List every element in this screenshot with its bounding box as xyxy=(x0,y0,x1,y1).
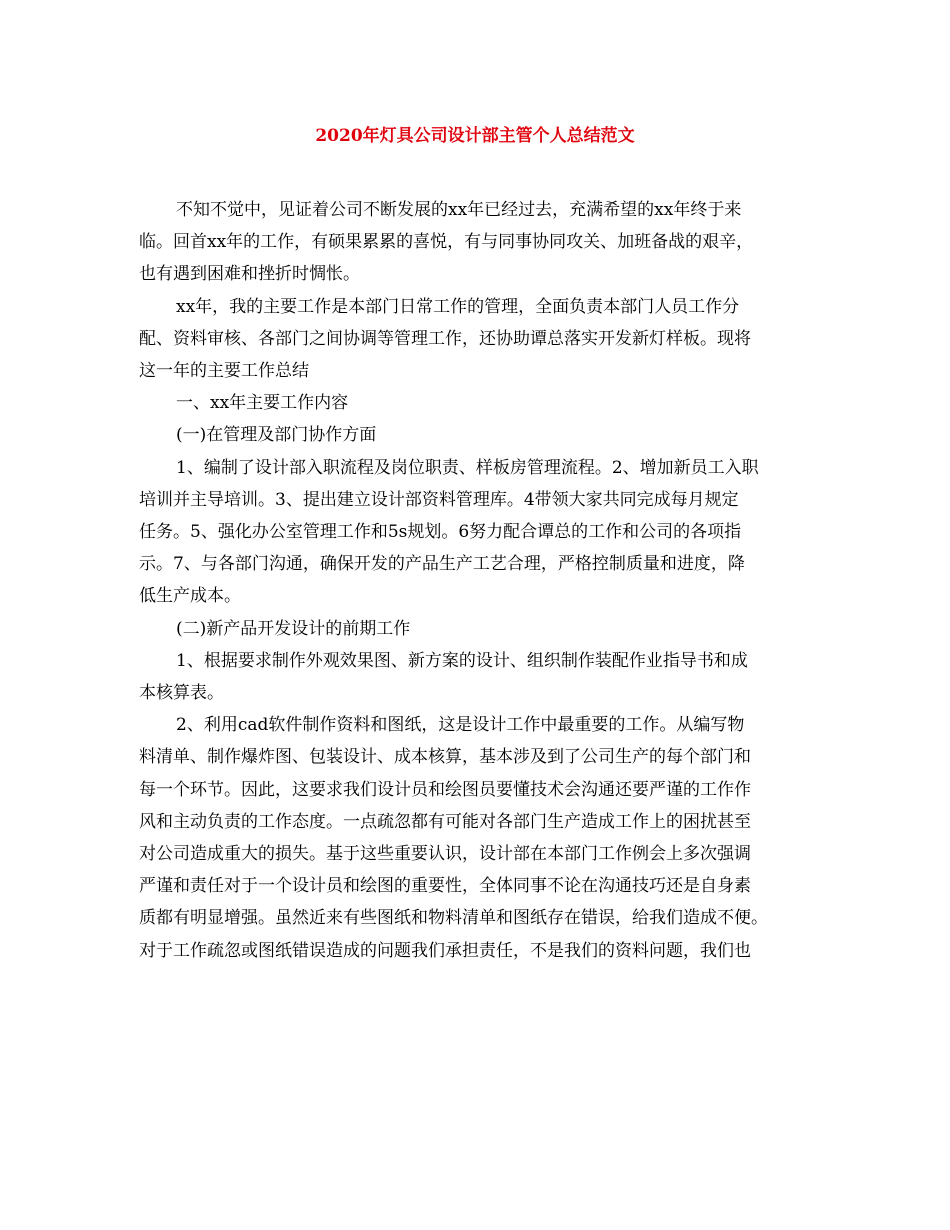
paragraph-line: 质都有明显增强。虽然近来有些图纸和物料清单和图纸存在错误，给我们造成不便。 xyxy=(139,908,768,929)
paragraph-line: 严谨和责任对于一个设计员和绘图的重要性，全体同事不论在沟通技巧还是自身素 xyxy=(139,876,751,897)
paragraph-line: 对于工作疏忽或图纸错误造成的问题我们承担责任，不是我们的资料问题，我们也 xyxy=(139,940,751,961)
paragraph-line: xx年，我的主要工作是本部门日常工作的管理，全面负责本部门人员工作分 xyxy=(176,296,740,317)
paragraph-line: 配、资料审核、各部门之间协调等管理工作，还协助谭总落实开发新灯样板。现将 xyxy=(139,328,751,349)
paragraph-line: 不知不觉中，见证着公司不断发展的xx年已经过去，充满希望的xx年终于来 xyxy=(176,200,742,220)
document-title: 2020年灯具公司设计部主管个人总结范文 xyxy=(315,126,635,146)
paragraph-line: 一、xx年主要工作内容 xyxy=(176,393,349,414)
paragraph-line: 1、编制了设计部入职流程及岗位职责、样板房管理流程。2、增加新员工入职 xyxy=(176,457,759,478)
subsection-heading xyxy=(139,613,811,645)
paragraph-line: (二)新产品开发设计的前期工作 xyxy=(176,618,411,639)
paragraph-line: 示。7、与各部门沟通，确保开发的产品生产工艺合理，严格控制质量和进度，降 xyxy=(139,554,745,575)
paragraph xyxy=(139,452,811,613)
paragraph-line: 低生产成本。 xyxy=(139,586,241,607)
paragraph-line: 每一个环节。因此，这要求我们设计员和绘图员要懂技术会沟通还要严谨的工作作 xyxy=(139,779,751,800)
section-heading xyxy=(139,387,811,419)
paragraph-line: 料清单、制作爆炸图、包装设计、成本核算，基本涉及到了公司生产的每个部门和 xyxy=(139,747,751,768)
paragraph-line: 风和主动负责的工作态度。一点疏忽都有可能对各部门生产造成工作上的困扰甚至 xyxy=(139,811,751,832)
document-body xyxy=(139,194,811,967)
paragraph-line: 临。回首xx年的工作，有硕果累累的喜悦，有与同事协同攻关、加班备战的艰辛， xyxy=(139,232,754,253)
paragraph-line: 培训并主导培训。3、提出建立设计部资料管理库。4带领大家共同完成每月规定 xyxy=(139,489,739,510)
paragraph-line: 1、根据要求制作外观效果图、新方案的设计、组织制作装配作业指导书和成 xyxy=(176,650,748,671)
paragraph-line: (一)在管理及部门协作方面 xyxy=(176,425,377,446)
paragraph-line: 对公司造成重大的损失。基于这些重要认识，设计部在本部门工作例会上多次强调 xyxy=(139,844,751,865)
paragraph-line: 也有遇到困难和挫折时惆怅。 xyxy=(139,264,360,285)
paragraph-line: 任务。5、强化办公室管理工作和5s规划。6努力配合谭总的工作和公司的各项指 xyxy=(139,522,742,543)
paragraph-line: 这一年的主要工作总结 xyxy=(139,361,309,382)
paragraph xyxy=(139,645,811,709)
subsection-heading xyxy=(139,419,811,451)
paragraph xyxy=(139,291,811,388)
paragraph xyxy=(139,709,811,967)
paragraph-line: 本核算表。 xyxy=(139,683,224,704)
paragraph xyxy=(139,194,811,291)
paragraph-line: 2、利用cad软件制作资料和图纸，这是设计工作中最重要的工作。从编写物 xyxy=(176,715,745,736)
